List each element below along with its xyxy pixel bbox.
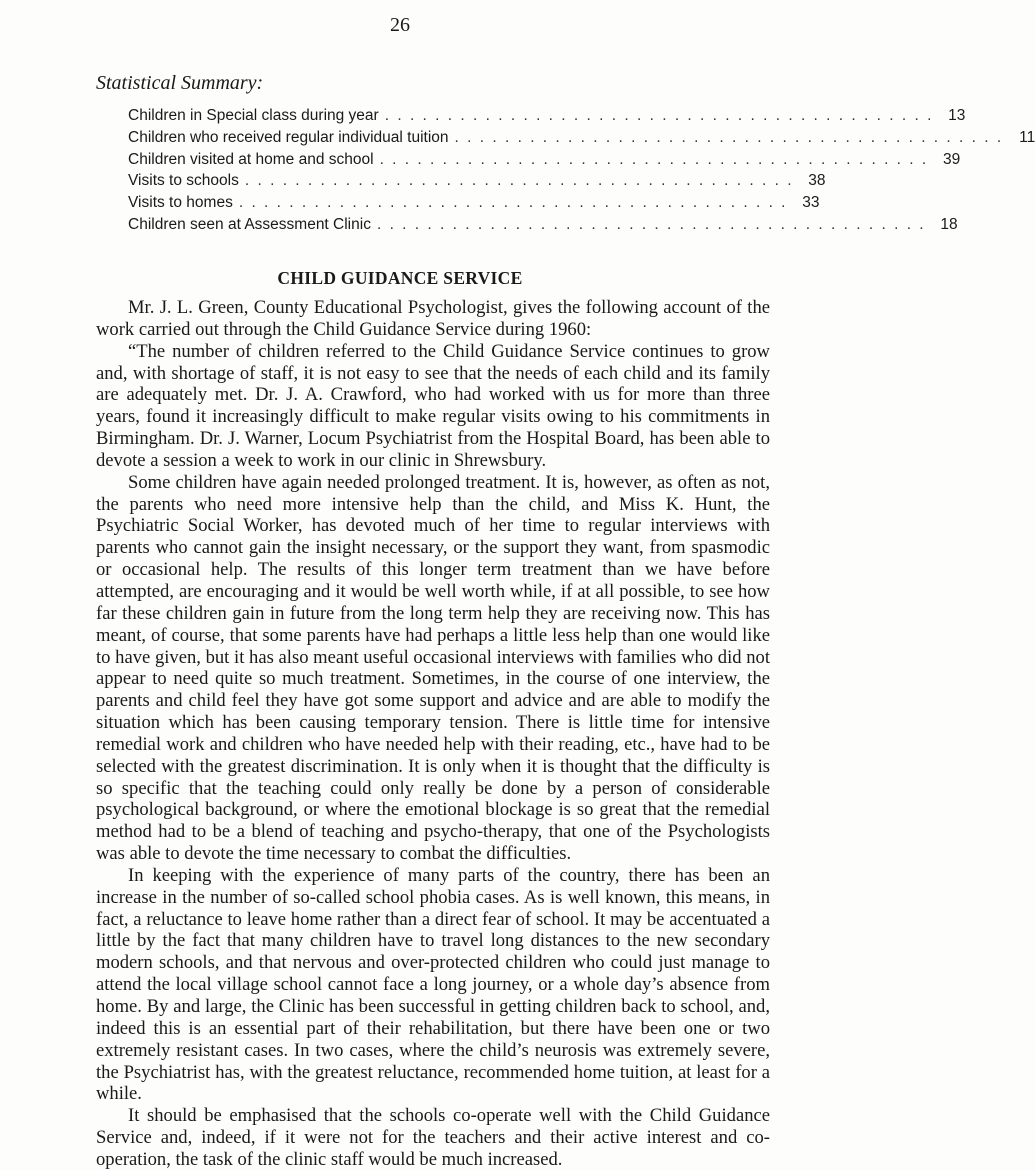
summary-value: 38 xyxy=(808,172,826,190)
summary-row xyxy=(128,215,958,238)
summary-value: 13 xyxy=(948,107,966,124)
summary-label: Children seen at Assessment Clinic xyxy=(128,215,371,233)
summary-value: 39 xyxy=(942,150,961,168)
summary-label: Visits to homes xyxy=(128,194,233,212)
dot-leader: . . . . . . . . . . . . . . . . . . . . . . . . . . . . . . . . . . . . . . . . . . . . xyxy=(384,107,934,124)
summary-value: 11 xyxy=(1019,128,1035,146)
body-text xyxy=(96,297,770,1171)
summary-label: Children who received regular individual tuition xyxy=(128,128,449,146)
statistical-summary-table xyxy=(128,107,1035,238)
summary-label: Children in Special class during year xyxy=(128,107,379,124)
page-number: 26 xyxy=(390,14,410,36)
paragraph: “The number of children referred to the Child Guidance Service continues to grow and, with shortage of staff, it is not easy to see that the needs of each child and its family are adequately met. Dr. J. A. Crawford, who had worked with us for more than three years, found it increasingly difficult to make regular visits owing to his commitments in Birmingham. Dr. J. Warner, Locum Psychiatrist from the Hospital Board, has been able to devote a session a week to work in our clinic in Shrewsbury. xyxy=(96,340,770,471)
summary-row xyxy=(128,107,966,129)
summary-label: Children visited at home and school xyxy=(128,150,374,168)
paragraph: Some children have again needed prolonged treatment. It is, however, as often as not, the parents who need more intensive help than the child, and Miss K. Hunt, the Psychiatric Social Worker, has devoted much of her time to regular interviews with parents who cannot gain the insight necessary, or the support they want, from spasmodic or occasional help. The results of this longer term treatment than we have before attempted, are encouraging and it would be well worth while, if at all possible, to see how far these children gain in future from the long term help they are receiving now. This has meant, of course, that some parents have had perhaps a little less help than one would like to have given, but it has also meant useful occasional interviews with families who did not appear to need quite so much treatment. Sometimes, in the course of one interview, the parents and child feel they have got some support and advice and are able to modify the situation which has been causing temporary tension. There is little time for intensive remedial work and children who have needed help with their reading, etc., have had to be selected with the greatest discrimination. It is only when it is thought that the difficulty is so specific that the teaching could only really be done by a person of considerable psychological background, or where the emotional blockage is so great that the remedial method had to be a blend of teaching and psycho-therapy, that one of the Psychologists was able to devote the time necessary to combat the difficulties. xyxy=(96,471,770,865)
summary-row xyxy=(128,128,1035,151)
summary-value: 18 xyxy=(940,215,958,233)
summary-title: Statistical Summary: xyxy=(96,72,264,94)
paragraph: It should be emphasised that the schools co-operate well with the Child Guidance Service and, indeed, if it were not for the teachers and their active interest and co-operation, the task of the clinic staff would be much increased. xyxy=(96,1105,770,1170)
dot-leader: . . . . . . . . . . . . . . . . . . . . . . . . . . . . . . . . . . . . . . . . . . . . xyxy=(376,215,926,233)
dot-leader: . . . . . . . . . . . . . . . . . . . . . . . . . . . . . . . . . . . . . . . . . . . . xyxy=(379,150,929,168)
dot-leader: . . . . . . . . . . . . . . . . . . . . . . . . . . . . . . . . . . . . . . . . . . . . xyxy=(238,194,788,212)
section-heading: CHILD GUIDANCE SERVICE xyxy=(277,268,523,288)
paragraph: Mr. J. L. Green, County Educational Psychologist, gives the following account of the work carried out through the Child Guidance Service during 1960: xyxy=(96,297,770,340)
summary-value: 33 xyxy=(802,194,820,212)
summary-label: Visits to schools xyxy=(128,172,239,190)
summary-row xyxy=(128,150,961,173)
dot-leader: . . . . . . . . . . . . . . . . . . . . . . . . . . . . . . . . . . . . . . . . . . . . xyxy=(454,128,1004,146)
paragraph: In keeping with the experience of many parts of the country, there has been an increase in the number of so-called school phobia cases. As is well known, this means, in fact, a reluctance to leave home rather than a direct fear of school. It may be accentuated a little by the fact that many children have to travel long distances to the new secondary modern schools, and that nervous and over-protected children who could just manage to attend the local village school cannot face a long journey, or a whole day’s absence from home. By and large, the Clinic has been successful in getting children back to school, and, indeed this is an essential part of their rehabilitation, but there have been one or two extremely resistant cases. In two cases, where the child’s neurosis was extremely severe, the Psychiatrist has, with the greatest reluctance, recommended home tuition, at least for a while. xyxy=(96,864,770,1105)
summary-row xyxy=(128,194,820,216)
summary-row xyxy=(128,172,826,194)
dot-leader: . . . . . . . . . . . . . . . . . . . . . . . . . . . . . . . . . . . . . . . . . . . . xyxy=(244,172,794,190)
